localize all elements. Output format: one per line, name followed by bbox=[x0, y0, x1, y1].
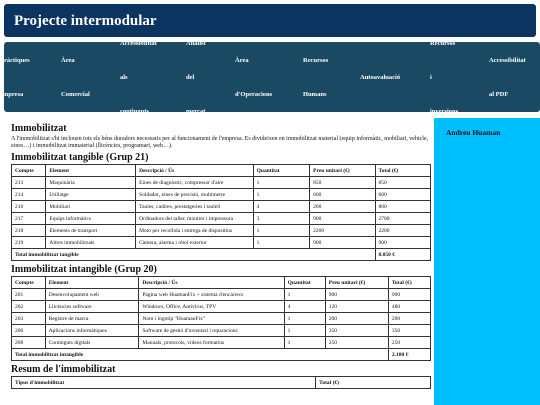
table-cell: 3 bbox=[253, 213, 310, 225]
total-value: 8.050 € bbox=[375, 249, 430, 261]
table-cell: 201 bbox=[12, 289, 46, 301]
table-cell: 1 bbox=[284, 337, 325, 349]
table-cell: 216 bbox=[12, 201, 46, 213]
table-row bbox=[12, 325, 431, 337]
table-cell: Càmera, alarma i rètol exterior bbox=[136, 237, 253, 249]
table-cell: 208 bbox=[12, 337, 46, 349]
tangible-section bbox=[11, 152, 431, 261]
nav-item-recursos-humans[interactable]: Recursos Humans bbox=[303, 56, 329, 98]
column-header: Quantitat bbox=[284, 277, 325, 289]
table-cell: 900 bbox=[325, 289, 388, 301]
table-cell: 250 bbox=[325, 337, 388, 349]
table-cell: 1 bbox=[253, 177, 310, 189]
column-header: Descripció / Ús bbox=[139, 277, 284, 289]
table-cell: Continguts digitals bbox=[45, 337, 139, 349]
table-cell: 4 bbox=[253, 201, 310, 213]
table-row bbox=[12, 337, 431, 349]
table-cell: Utillatge bbox=[46, 189, 136, 201]
column-header: Descripció / Ús bbox=[136, 165, 253, 177]
sidebar bbox=[434, 118, 540, 405]
nav-item-area-comercial[interactable]: Àrea Comercial bbox=[61, 56, 90, 98]
table-cell: 900 bbox=[310, 237, 375, 249]
column-header: Quantitat bbox=[253, 165, 310, 177]
table-row bbox=[12, 225, 431, 237]
table-cell: Maquinària bbox=[46, 177, 136, 189]
table-header-row bbox=[12, 165, 431, 177]
table-cell: 480 bbox=[388, 301, 430, 313]
table-cell: 217 bbox=[12, 213, 46, 225]
table-row bbox=[12, 289, 431, 301]
table-cell: 900 bbox=[310, 213, 375, 225]
page-title: Projecte intermodular bbox=[14, 13, 157, 29]
total-label: Total immobilitzat tangible bbox=[12, 249, 376, 261]
table-row bbox=[12, 301, 431, 313]
table-cell: 2700 bbox=[375, 213, 430, 225]
intangible-title: Immobilitzat intangible (Grup 20) bbox=[11, 264, 157, 275]
table-row bbox=[12, 189, 431, 201]
nav-item-autoavaluacio[interactable]: Autoavaluació bbox=[360, 73, 401, 81]
total-label: Total immobilitzat intangible bbox=[12, 349, 389, 361]
table-row bbox=[12, 313, 431, 325]
table-cell: Windows, Office, Antivirus, TPV bbox=[139, 301, 284, 313]
page-header bbox=[4, 4, 536, 37]
column-header: Total (€) bbox=[375, 165, 430, 177]
table-cell: Desenvolupament web bbox=[45, 289, 139, 301]
column-header: Compte bbox=[12, 277, 46, 289]
table-cell: Altres immobilitzats bbox=[46, 237, 136, 249]
table-header-row bbox=[12, 277, 431, 289]
total-value: 2.180 € bbox=[388, 349, 430, 361]
table-cell: 600 bbox=[375, 189, 430, 201]
table-cell: 203 bbox=[12, 313, 46, 325]
table-cell: 350 bbox=[325, 325, 388, 337]
table-cell: 1 bbox=[284, 325, 325, 337]
column-header: Element bbox=[45, 277, 139, 289]
table-cell: 2200 bbox=[310, 225, 375, 237]
table-cell: 218 bbox=[12, 225, 46, 237]
table-cell: 1 bbox=[253, 189, 310, 201]
table-cell: 120 bbox=[325, 301, 388, 313]
column-header: Element bbox=[46, 165, 136, 177]
table-cell: Manuals, protocols, vídeos formatius bbox=[139, 337, 284, 349]
table-cell: 4 bbox=[284, 301, 325, 313]
table-row bbox=[12, 237, 431, 249]
column-header: Preu unitari (€) bbox=[310, 165, 375, 177]
table-cell: 213 bbox=[12, 177, 46, 189]
table-cell: Llicències software bbox=[45, 301, 139, 313]
section-title: Immobilitzat bbox=[11, 123, 67, 134]
table-cell: 214 bbox=[12, 189, 46, 201]
table-cell: Mobiliari bbox=[46, 201, 136, 213]
summary-table bbox=[11, 376, 431, 389]
summary-title: Resum de l'immobilitzat bbox=[11, 364, 116, 375]
table-cell: Moto per recollida i entrega de dispositius bbox=[136, 225, 253, 237]
main-content bbox=[11, 123, 431, 405]
table-cell: 219 bbox=[12, 237, 46, 249]
nav-item-accessibilitat-continguts[interactable]: Accessibilitat als continguts bbox=[120, 39, 157, 115]
total-row bbox=[12, 249, 431, 261]
column-header: Total (€) bbox=[388, 277, 430, 289]
table-cell: Elements de transport bbox=[46, 225, 136, 237]
intro-text: A l'immobilitzat s'hi inclouen tots els béns duradors necessaris per al funcionament de l'empresa. Es divideixen en immobilitzat material (equip informàtic, mobiliari, vehicle, eines…) i immobilitzat immaterial (llicències, programari, web…). bbox=[11, 136, 429, 149]
column-header: Preu unitari (€) bbox=[325, 277, 388, 289]
table-cell: 850 bbox=[375, 177, 430, 189]
summary-section bbox=[11, 364, 431, 389]
table-cell: 1 bbox=[253, 237, 310, 249]
tangible-table bbox=[11, 164, 431, 261]
nav-item-recursos-inversions[interactable]: Recursos i inversions bbox=[430, 39, 459, 115]
column-header: Tipus d'immobilitzat bbox=[12, 377, 316, 389]
nav-item-practiques-empresa[interactable]: Pràctiques empresa bbox=[0, 56, 30, 98]
table-cell: 2200 bbox=[375, 225, 430, 237]
table-cell: 200 bbox=[388, 313, 430, 325]
column-header: Compte bbox=[12, 165, 46, 177]
table-cell: Eines de diagnòstic, compressor d'aire bbox=[136, 177, 253, 189]
table-cell: 1 bbox=[284, 313, 325, 325]
table-cell: Aplicacions informàtiques bbox=[45, 325, 139, 337]
table-cell: 1 bbox=[253, 225, 310, 237]
author-name: Andreu Huaman bbox=[446, 128, 501, 137]
table-cell: 1 bbox=[284, 289, 325, 301]
table-header-row bbox=[12, 377, 431, 389]
table-cell: 800 bbox=[375, 201, 430, 213]
nav-item-accessibilitat-pdf[interactable]: Accessibilitat al PDF bbox=[489, 56, 526, 98]
table-cell: Ordinadors del taller, monitor i impressora bbox=[136, 213, 253, 225]
table-cell: Soldador, eines de precisió, multímetre bbox=[136, 189, 253, 201]
table-cell: 900 bbox=[388, 289, 430, 301]
table-cell: Pàgina web HuamanFix + sistema d'encàrrecs bbox=[139, 289, 284, 301]
table-cell: 202 bbox=[12, 301, 46, 313]
main-nav bbox=[0, 39, 540, 115]
table-cell: 206 bbox=[12, 325, 46, 337]
table-cell: Equips informàtics bbox=[46, 213, 136, 225]
table-cell: 250 bbox=[388, 337, 430, 349]
table-cell: 900 bbox=[375, 237, 430, 249]
table-cell: Nom i logotip "HuamanFix" bbox=[139, 313, 284, 325]
table-cell: 850 bbox=[310, 177, 375, 189]
table-row bbox=[12, 177, 431, 189]
table-cell: 200 bbox=[310, 201, 375, 213]
nav-item-area-operacions[interactable]: Àrea d'Operacions bbox=[235, 56, 273, 98]
table-cell: Software de gestió d'inventari i reparacions bbox=[139, 325, 284, 337]
tangible-title: Immobilitzat tangible (Grup 21) bbox=[11, 152, 149, 163]
total-row bbox=[12, 349, 431, 361]
table-row bbox=[12, 201, 431, 213]
table-cell: 350 bbox=[388, 325, 430, 337]
table-row bbox=[12, 213, 431, 225]
column-header: Total (€) bbox=[316, 377, 431, 389]
table-cell: 200 bbox=[325, 313, 388, 325]
intangible-table bbox=[11, 276, 431, 361]
nav-item-analisi-mercat[interactable]: Anàlisi del mercat bbox=[186, 39, 206, 115]
table-cell: 600 bbox=[310, 189, 375, 201]
table-cell: Registre de marca bbox=[45, 313, 139, 325]
table-cell: Taules, cadires, prestatgeries i taulell bbox=[136, 201, 253, 213]
intangible-section bbox=[11, 264, 431, 361]
